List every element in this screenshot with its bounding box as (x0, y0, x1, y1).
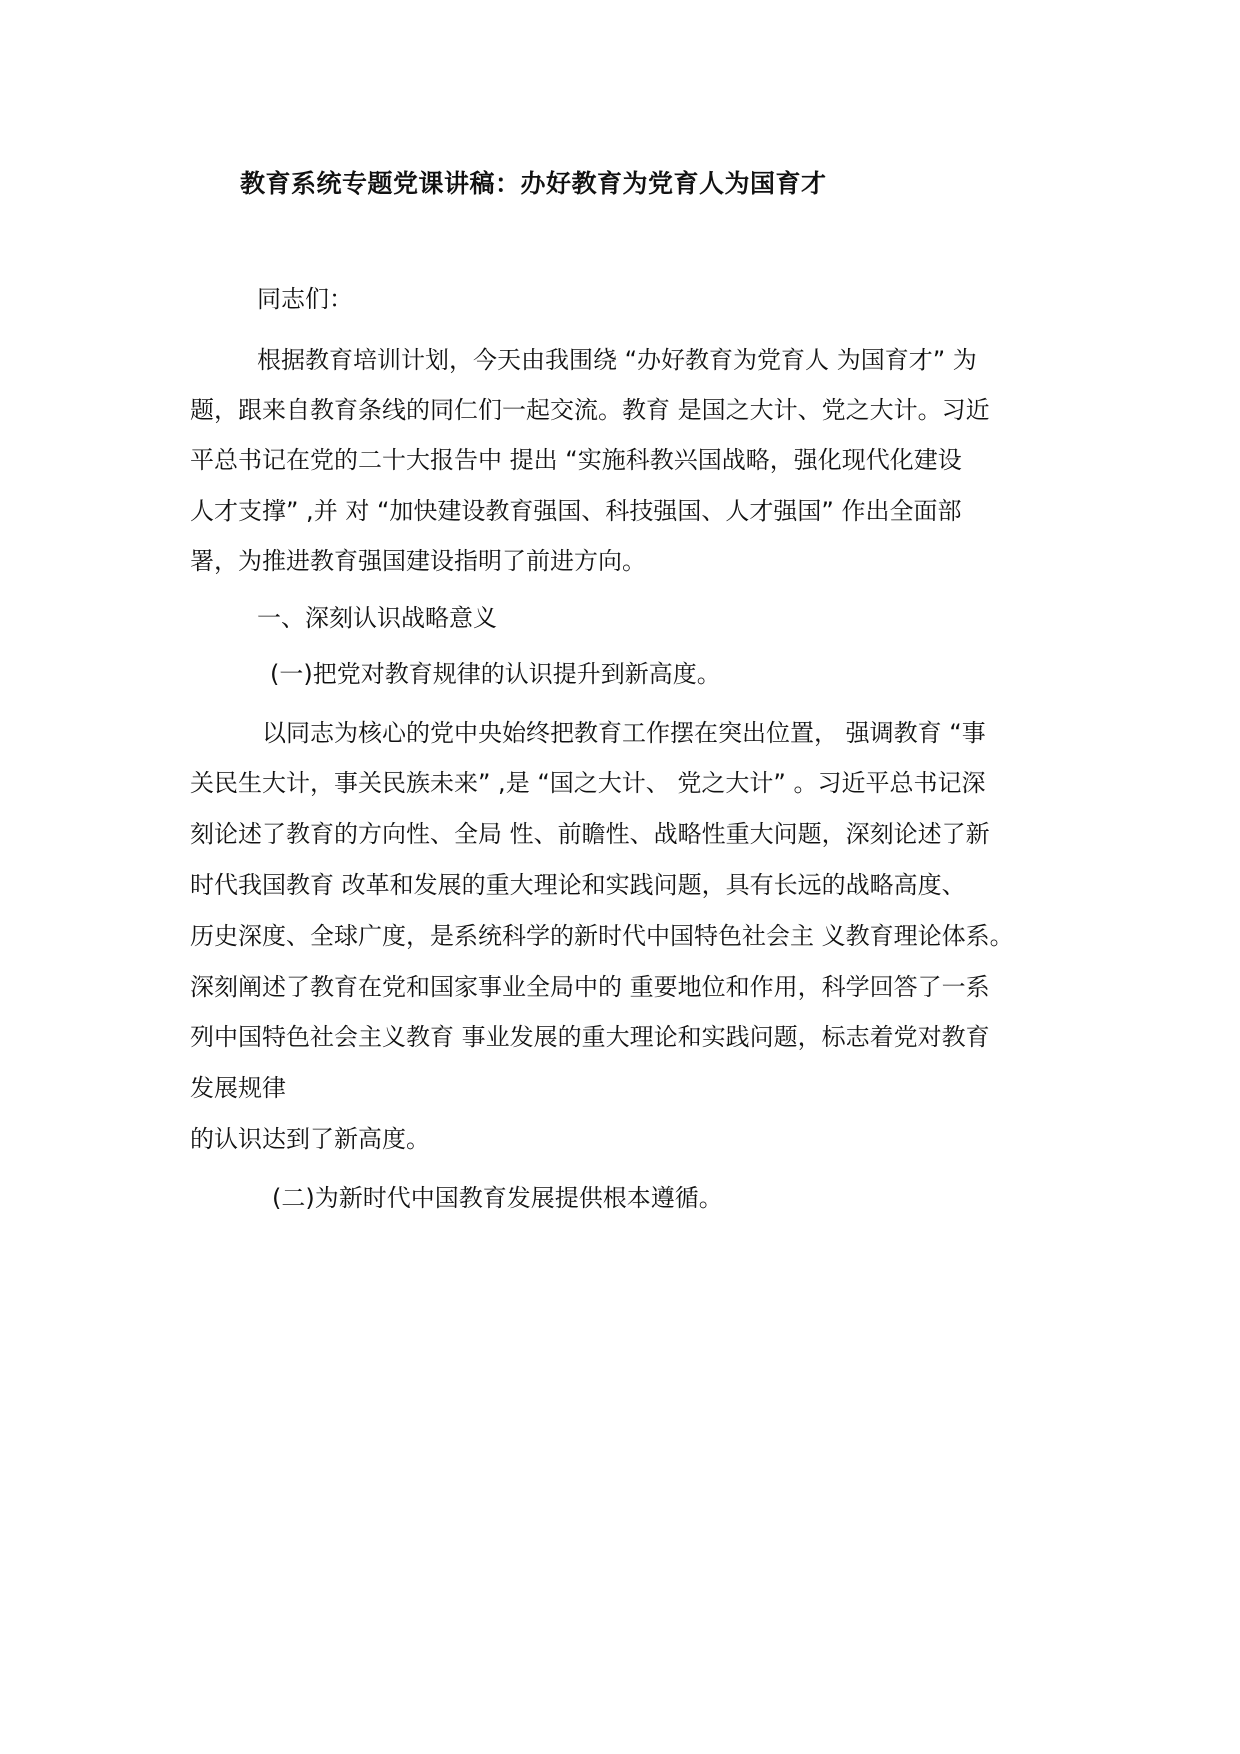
subsection-heading: (二)为新时代中国教育发展提供根本遵循。 (272, 1184, 723, 1212)
paragraph-line: 题，跟来自教育条线的同仁们一起交流。教育 是国之大计、党之大计。习近 (190, 396, 990, 424)
paragraph-line: 发展规律 (190, 1074, 286, 1102)
paragraph-line: 关民生大计，事关民族未来” ,是 “国之大计、 党之大计” 。习近平总书记深 (190, 769, 986, 797)
section-heading: 一、深刻认识战略意义 (257, 604, 497, 632)
document-title: 教育系统专题党课讲稿：办好教育为党育人为国育才 (240, 169, 827, 198)
paragraph-line: 平总书记在党的二十大报告中 提出 “实施科教兴国战略，强化现代化建设 (190, 446, 962, 474)
greeting: 同志们： (257, 285, 353, 313)
paragraph-line: 根据教育培训计划，今天由我围绕 “办好教育为党育人 为国育才” 为 (257, 346, 977, 374)
paragraph-line: 人才支撑” ,并 对 “加快建设教育强国、科技强国、人才强国” 作出全面部 (190, 497, 962, 525)
paragraph-line: 署，为推进教育强国建设指明了前进方向。 (190, 547, 646, 575)
paragraph-line: 历史深度、全球广度，是系统科学的新时代中国特色社会主 义教育理论体系。 (190, 922, 1014, 950)
paragraph-line: 时代我国教育 改革和发展的重大理论和实践问题，具有长远的战略高度、 (190, 871, 966, 899)
paragraph-line: 深刻阐述了教育在党和国家事业全局中的 重要地位和作用，科学回答了一系 (190, 973, 990, 1001)
paragraph-line: 的认识达到了新高度。 (190, 1125, 430, 1153)
paragraph-line: 刻论述了教育的方向性、全局 性、前瞻性、战略性重大问题，深刻论述了新 (190, 820, 990, 848)
paragraph-line: 以同志为核心的党中央始终把教育工作摆在突出位置， 强调教育 “事 (262, 719, 986, 747)
subsection-heading: (一)把党对教育规律的认识提升到新高度。 (270, 660, 721, 688)
paragraph-line: 列中国特色社会主义教育 事业发展的重大理论和实践问题，标志着党对教育 (190, 1023, 990, 1051)
